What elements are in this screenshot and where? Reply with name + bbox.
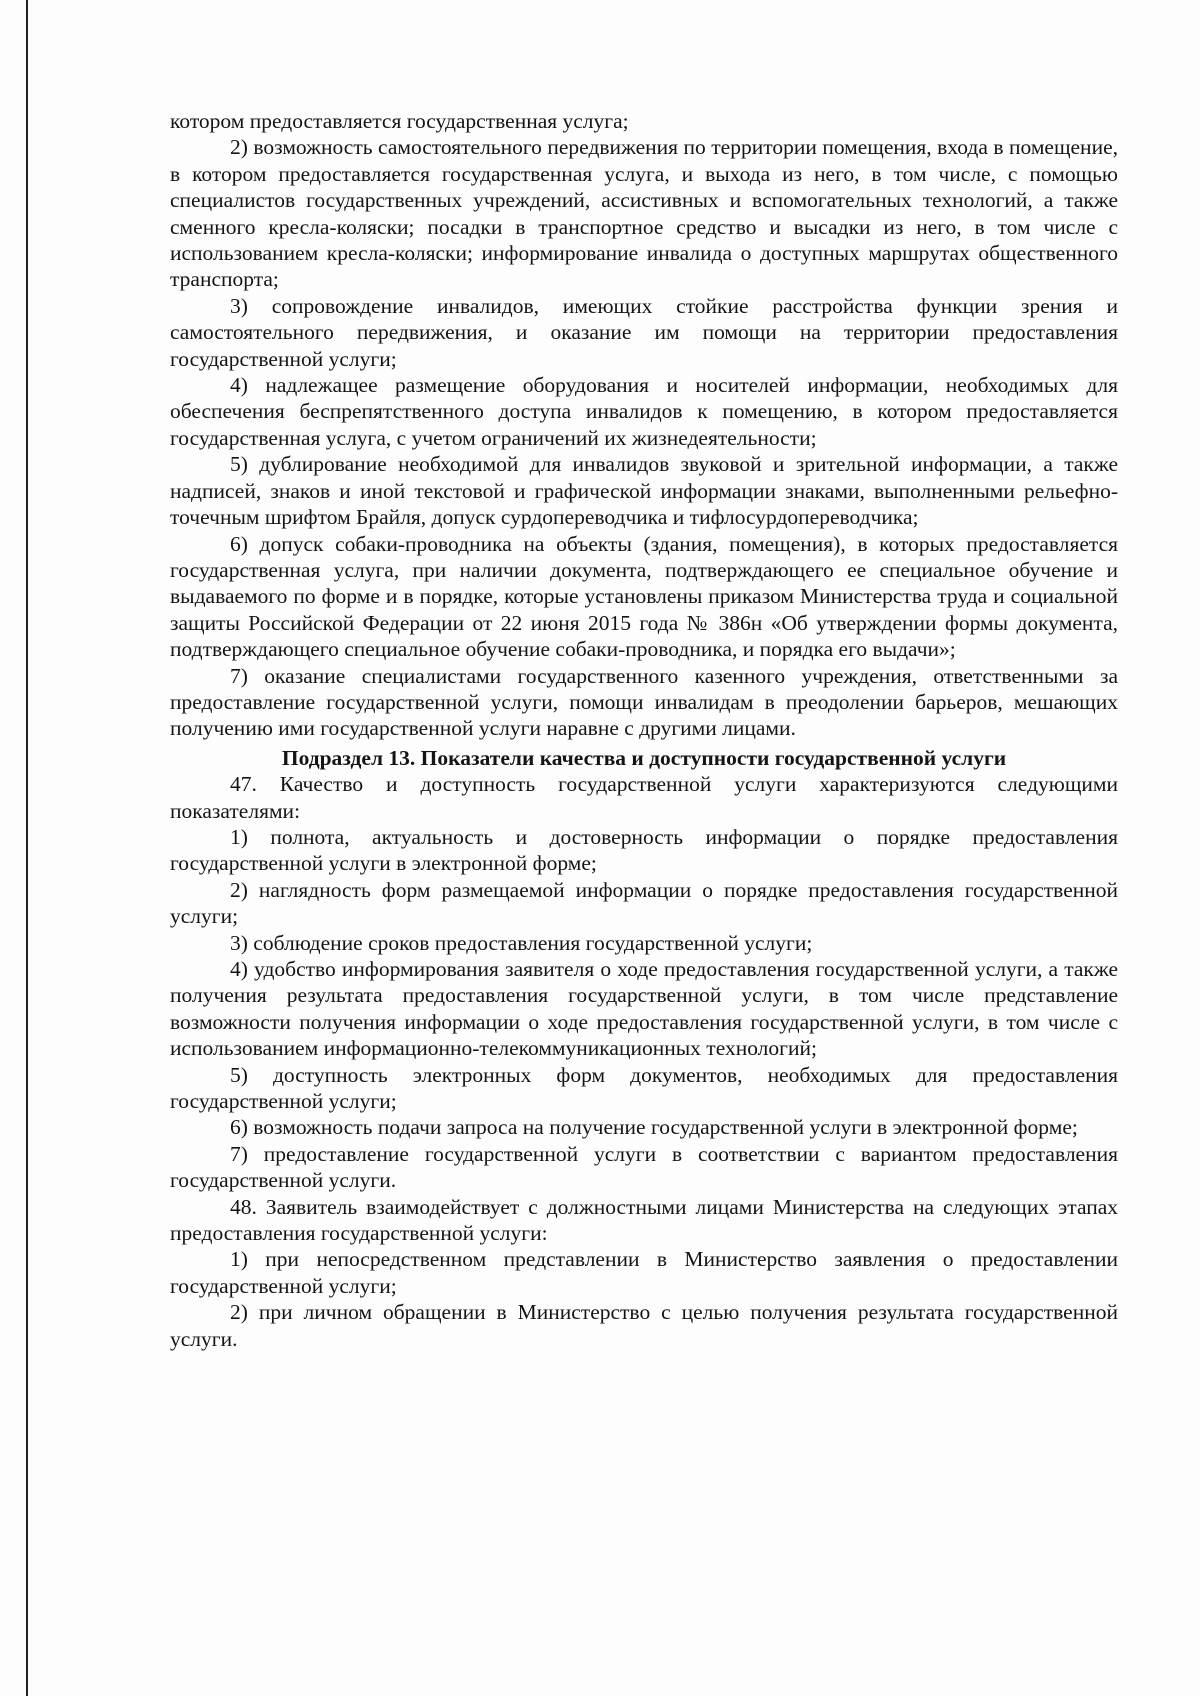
list-item-7: 7) оказание специалистами государственного казенного учреждения, ответственными за предоставление государственной услуги, помощи инвалидам в преодолении барьеров, мешающих получению ими государственной услуги наравне с другими лицами. [170,663,1118,741]
stage-item-2: 2) при личном обращении в Министерство с целью получения результата государственной услуги. [170,1300,1118,1351]
paragraph-continuation: котором предоставляется государственная услуга; [170,109,629,133]
indicator-item-5: 5) доступность электронных форм документов, необходимых для предоставления государственной услуги; [170,1062,1118,1114]
document-body [170,108,1118,1352]
paragraph-48: 48. Заявитель взаимодействует с должностными лицами Министерства на следующих этапах предоставления государственной услуги: [170,1194,1118,1246]
list-item-4: 4) надлежащее размещение оборудования и носителей информации, необходимых для обеспечения беспрепятственного доступа инвалидов к помещению, в котором предоставляется государственная услуга, с учетом ограничений их жизнедеятельности; [170,373,1118,450]
indicator-item-4: 4) удобство информирования заявителя о ходе предоставления государственной услуги, а также получения результата предоставления государственной услуги, в том числе представление возможности получения информации о ходе предоставления государственной услуги, в том числе с использованием информационно-телекоммуникационных технологий; [170,957,1118,1061]
indicator-item-7: 7) предоставление государственной услуги в соответствии с вариантом предоставления государственной услуги. [170,1141,1118,1193]
scan-edge-line [26,0,28,1696]
indicator-item-6: 6) возможность подачи запроса на получение государственной услуги в электронной форме; [230,1115,1078,1140]
indicator-item-3: 3) соблюдение сроков предоставления государственной услуги; [230,930,813,955]
list-item-3: 3) сопровождение инвалидов, имеющих стойкие расстройства функции зрения и самостоятельного передвижения, и оказание им помощи на территории предоставления государственной услуги; [170,293,1118,371]
section-heading: Подраздел 13. Показатели качества и доступности государственной услуги [281,745,1007,770]
indicator-item-1: 1) полнота, актуальность и достоверность информации о порядке предоставления государственной услуги в электронной форме; [170,824,1118,876]
list-item-6: 6) допуск собаки-проводника на объекты (здания, помещения), в которых предоставляется государственная услуга, при наличии документа, подтверждающего ее специальное обучение и выдаваемого по форме и в порядке, которые установлены приказом Министерства труда и социальной защиты Российской Федерации от 22 июня 2015 года № 386н «Об утверждении формы документа, подтверждающего специальное обучение собаки-проводника, и порядка его выдачи»; [170,531,1118,662]
indicator-item-2: 2) наглядность форм размещаемой информации о порядке предоставления государственной услуги; [170,877,1118,929]
stage-item-1: 1) при непосредственном представлении в Министерство заявления о предоставлении государственной услуги; [170,1247,1118,1298]
list-item-5: 5) дублирование необходимой для инвалидов звуковой и зрительной информации, а также надписей, знаков и иной текстовой и графической информации знаками, выполненными рельефно-точечным шрифтом Брайля, допуск сурдопереводчика и тифлосурдопереводчика; [170,452,1118,530]
paragraph-47: 47. Качество и доступность государственной услуги характеризуются следующими показателями: [170,772,1118,823]
list-item-2: 2) возможность самостоятельного передвижения по территории помещения, входа в помещение, в котором предоставляется государственная услуга, и выхода из него, в том числе, с помощью специалистов государственных учреждений, ассистивных и вспомогательных технологий, а также сменного кресла-коляски; посадки в транспортное средство и высадки из него, в том числе с использованием кресла-коляски; информирование инвалида о доступных маршрутах общественного транспорта; [170,135,1118,292]
